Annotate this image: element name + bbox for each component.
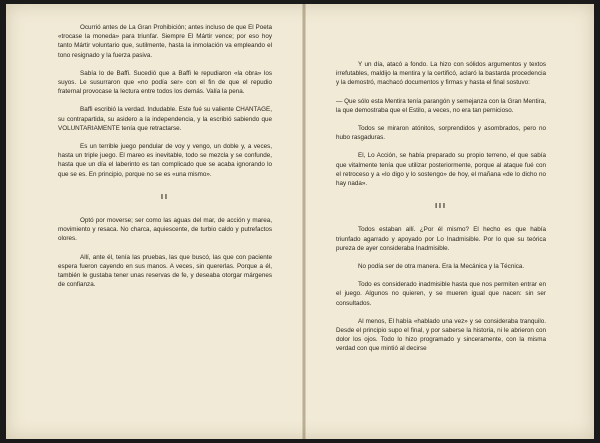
right-paragraph-5: Todos estaban allí. ¿Por él mismo? El hecho es que había triunfado agarrado y apoyado por Lo Inadmisible. Por lo que su teórica pureza de ayer consideraba Inadmisible.: [336, 226, 546, 252]
right-paragraph-6: No podía ser de otra manera. Era la Mecánica y la Técnica.: [358, 263, 525, 271]
right-paragraph-4: El, Lo Acción, se había preparado su propio terreno, el que sabía que vitalmente tenía que utilizar posteriormente, porque al ataque fué con el retroceso y a «lo digo y lo sostengo» de hoy, el mañana «de lo dicho no hay nada».: [336, 152, 546, 188]
right-paragraph-1: Y un día, atacó a fondo. La hizo con sólidos argumentos y textos irrefutables, maldijo la mentira y la certificó, aclaró la bastarda procedencia y la demostró, machacó documentos y firmas y hasta el final sostuvo:: [336, 61, 546, 87]
right-paragraph-2: — Que sólo esta Mentira tenía parangón y semejanza con la Gran Mentira, la que demostraba que el Estilo, a veces, no era tan pernicioso.: [336, 97, 546, 114]
right-paragraph-8: Al menos, El había «hablado una vez» y se consideraba tranquilo. Desde el principio supo el final, y por saberse la historia, ni le abrieron con dolor los ojos. Todo lo hizo programado y sinceramente, con la misma verdad con que mintió al decirse: [336, 317, 546, 353]
section-heading-iii: III: [435, 203, 447, 211]
left-page: [6, 4, 302, 439]
right-page: [306, 4, 594, 439]
left-paragraph-5: Optó por moverse; ser como las aguas del mar, de acción y marea, movimiento y resaca. No charca, aquiescente, de turbio caldo y putrefactos olores.: [58, 217, 272, 243]
left-paragraph-2: Sabía lo de Baffi. Sucedió que a Baffi le repudiaron «la obra» los suyos. Le susurraron que «no podía ser» con el fin de que el repudio fraternal provocase la lectura entre todos los demás. Valía la pena.: [58, 69, 272, 96]
left-paragraph-4: Es un terrible juego pendular de voy y vengo, un doble y, a veces, hasta un triple juego. El mareo es inevitable, todo se mezcla y se confunde, hasta que un día el laberinto es tan complicado que se acaba ignorando lo que se es. En principio, porque no se es «una mismo».: [58, 143, 272, 178]
left-paragraph-3: Baffi escribió la verdad. Indudable. Este fué su valiente CHANTAGE, su contrapartida, su asidero a la independencia, y la escribió sabiendo que VOLUNTARIAMENTE tenía que retractarse.: [58, 106, 272, 132]
section-heading-ii: II: [161, 193, 169, 201]
right-paragraph-7: Todo es considerado inadmisible hasta que nos permiten entrar en el juego. Algunos no quieren, y se mueren igual que nacen: sin ser consultados.: [336, 281, 546, 307]
book-spread: [6, 4, 594, 439]
right-paragraph-3: Todos se miraron atónitos, sorprendidos y asombrados, pero no hubo rasgaduras.: [336, 125, 546, 142]
left-paragraph-1: Ocurrió antes de La Gran Prohibición; antes incluso de que El Poeta «trocase la moneda» para triunfar. Siempre El Mártir vence; por eso hoy tanto Mártir voluntario que, sutilmente, hasta la inmolación va empleando el tono resignado y la fuerza pasiva.: [58, 24, 272, 59]
left-paragraph-6: Allí, ante él, tenía las pruebas, las que buscó, las que con paciente espera fueron cayendo en sus manos. A veces, sin quererlas. Porque a él, también le gustaba tener unas reservas de fe, y deseaba otorgar márgenes de confianza.: [58, 253, 272, 289]
